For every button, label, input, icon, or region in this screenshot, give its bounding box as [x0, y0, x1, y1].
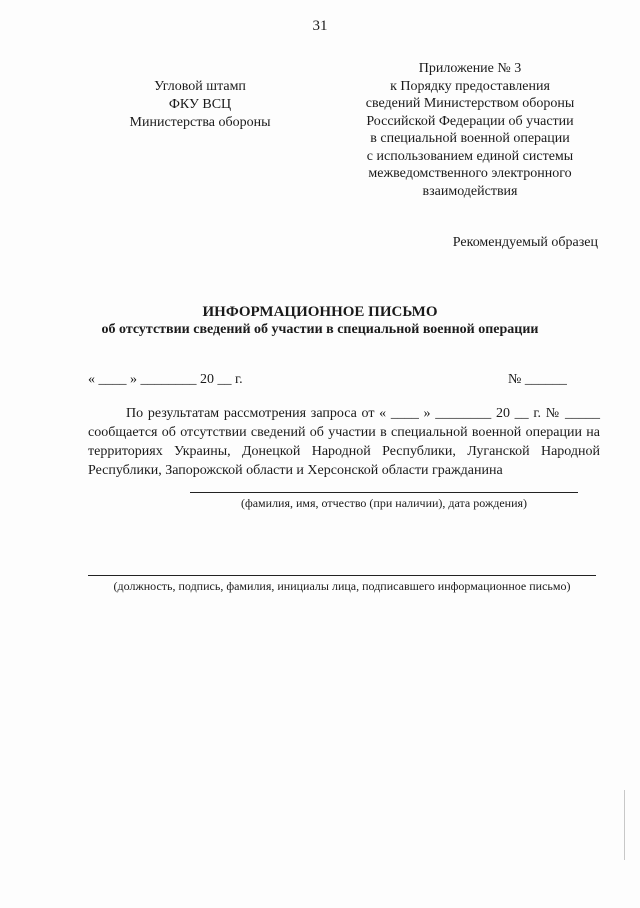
signature-underline	[88, 575, 596, 576]
letter-number-field: № ______	[508, 372, 567, 387]
stamp-line: ФКУ ВСЦ	[168, 97, 232, 112]
recommended-sample-label: Рекомендуемый образец	[452, 235, 598, 250]
appendix-line: межведомственного электронного	[368, 166, 572, 181]
appendix-line: к Порядку предоставления	[390, 78, 550, 94]
corner-stamp-block	[110, 78, 290, 132]
citizen-name-caption: (фамилия, имя, отчество (при наличии), дата рождения)	[240, 496, 528, 510]
scan-artifact-line	[624, 790, 625, 860]
appendix-line: сведений Министерством обороны	[365, 96, 575, 111]
appendix-line: взаимодействия	[422, 183, 518, 199]
page-number: 31	[312, 18, 328, 34]
citizen-name-underline	[190, 492, 578, 493]
appendix-line: в специальной военной операции	[370, 131, 570, 146]
letter-date-field: « ____ » ________ 20 __ г.	[88, 372, 243, 387]
appendix-line: Приложение № 3	[418, 61, 522, 76]
letter-body-text: По результатам рассмотрения запроса от « ____ » ________ 20 __ г. № _____ сообщается об отсутствии сведений об участии в специальной военной операции на территориях Украины, Донецкой Народной Республики, Луганской Народной Республики, Запорожской области и Херсонской области гражданина	[88, 406, 600, 478]
appendix-line: Российской Федерации об участии	[366, 113, 574, 129]
appendix-line: с использованием единой системы	[366, 148, 574, 164]
signature-caption: (должность, подпись, фамилия, инициалы лица, подписавшего информационное письмо)	[113, 579, 571, 593]
appendix-block	[345, 60, 595, 200]
stamp-line: Министерства обороны	[129, 115, 271, 130]
stamp-line: Угловой штамп	[154, 79, 246, 94]
title-main: ИНФОРМАЦИОННОЕ ПИСЬМО	[202, 304, 438, 320]
document-title	[0, 303, 640, 339]
title-subtitle: об отсутствии сведений об участии в специальной военной операции	[101, 322, 539, 337]
